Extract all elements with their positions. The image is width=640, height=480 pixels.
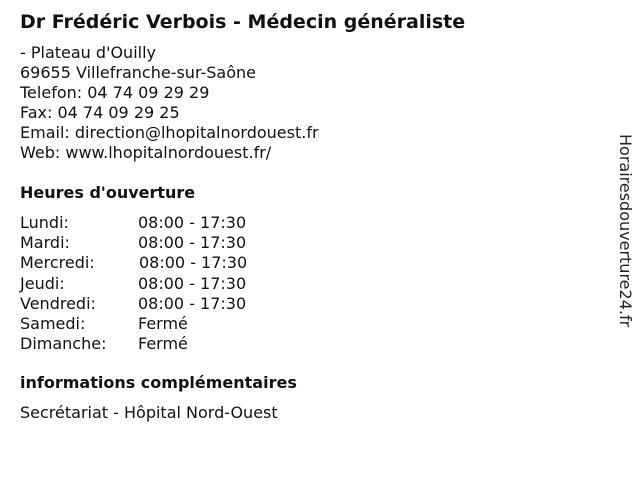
side-brand-label: Horairesdouverture24.fr <box>616 134 635 328</box>
hours-day: Jeudi: <box>20 273 65 293</box>
hours-time: 08:00 - 17:30 <box>138 213 247 232</box>
hours-day: Mardi: <box>20 233 70 253</box>
fax-text: Fax: 04 74 09 29 25 <box>20 103 180 122</box>
web-text: Web: www.lhopitalnordouest.fr/ <box>20 143 272 162</box>
hours-time: 08:00 - 17:30 <box>138 273 247 293</box>
hours-day: Mercredi: <box>20 253 95 273</box>
hours-day: Vendredi: <box>20 293 96 313</box>
hours-time: 08:00 - 17:30 <box>138 233 247 253</box>
hours-time: Fermé <box>138 334 188 354</box>
hours-time: 08:00 - 17:30 <box>138 293 247 313</box>
address-block <box>20 43 319 163</box>
hours-day: Samedi: <box>20 313 86 333</box>
hours-heading: Heures d'ouverture <box>20 183 196 202</box>
page-title: Dr Frédéric Verbois - Médecin généraliste <box>20 11 466 33</box>
info-text: Secrétariat - Hôpital Nord-Ouest <box>20 403 278 422</box>
hours-time: 08:00 - 17:30 <box>139 253 248 273</box>
address-city: 69655 Villefranche-sur-Saône <box>20 63 257 82</box>
address-street: - Plateau d'Ouilly <box>20 43 156 62</box>
hours-day: Dimanche: <box>20 334 107 354</box>
email-text: Email: direction@lhopitalnordouest.fr <box>20 123 319 142</box>
hours-day: Lundi: <box>20 213 69 232</box>
phone-text: Telefon: 04 74 09 29 29 <box>20 83 210 102</box>
info-heading: informations complémentaires <box>20 373 297 392</box>
hours-time: Fermé <box>138 313 188 333</box>
